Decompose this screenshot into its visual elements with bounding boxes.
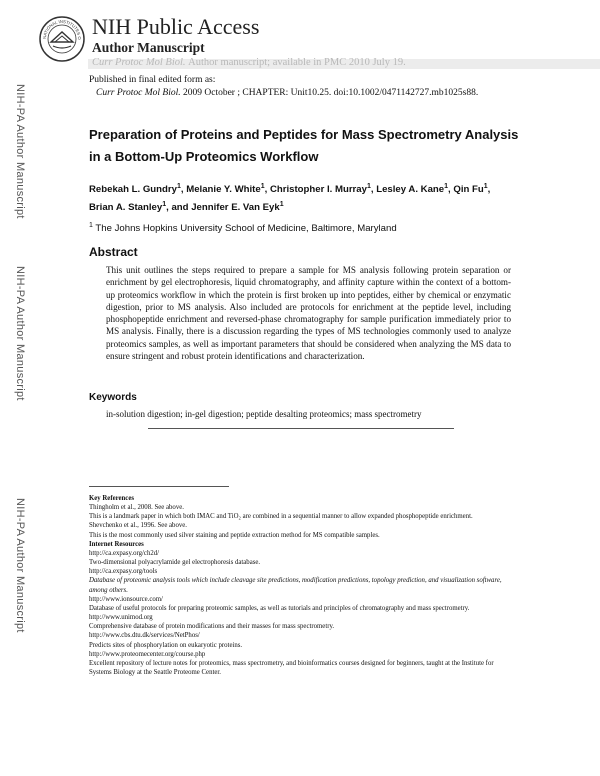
author-name: Jennifer E. Van Eyk (191, 202, 280, 214)
author-sup: 1 (279, 201, 284, 209)
author-sup: 1 (483, 183, 488, 190)
author-name: Christopher I. Murray (269, 184, 367, 196)
footnote-heading: Key References (89, 495, 134, 502)
author-sup: 1 (176, 183, 181, 190)
footnote-line: Shevchenko et al., 1996. See above. (89, 522, 187, 530)
footnote-line: This is the most commonly used silver staining and peptide extraction method for MS compatible samples. (89, 531, 380, 539)
published-in-label: Published in final edited form as: (89, 75, 216, 85)
author-name: Brian A. Stanley (89, 202, 163, 214)
citation-journal: Curr Protoc Mol Biol. (96, 88, 181, 98)
author-manuscript-subtitle: Author Manuscript (92, 40, 205, 55)
footnote-divider (89, 486, 229, 487)
and-word: and (171, 202, 189, 214)
affiliation-text: The Johns Hopkins University School of Medicine, Baltimore, Maryland (95, 223, 397, 235)
author-sup: 1 (260, 183, 265, 190)
footnote-line: Excellent repository of lecture notes for proteomics, mass spectrometry, and bioinformatics courses designed for beginners, taught at the Institute for Systems Biology at the Seattle Proteome Center. (89, 659, 494, 676)
author-sup: 1 (162, 201, 167, 209)
footnote-line: Two-dimensional polyacrylamide gel electrophoresis database. (89, 559, 261, 567)
availability-note: Author manuscript; available in PMC 2010 July 19. (188, 57, 406, 68)
citation-details: 2009 October ; CHAPTER: Unit10.25. doi:10.1002/0471142727.mb1025s88. (180, 88, 479, 98)
journal-availability (92, 57, 406, 68)
footnote-line: Comprehensive database of protein modifications and their masses for mass spectrometry. (89, 623, 335, 631)
footnote-line: Database of proteomic analysis tools which include cleavage site predictions, modification predictions, topology prediction, and visualization software, among others. (89, 577, 502, 594)
footnote-line: http://www.cbs.dtu.dk/services/NetPhos/ (89, 632, 200, 640)
author-name: Rebekah L. Gundry (89, 184, 177, 196)
side-label-top: NIH-PA Author Manuscript (14, 84, 26, 219)
keywords-divider (148, 428, 454, 429)
footnote-line: http://www.unimod.org (89, 614, 153, 622)
footnote-line: This is a landmark paper in which both IMAC and TiO₂ are combined in a sequential manner to allow expanded phosphopeptide enrichment. (89, 513, 473, 521)
footnote-line: Thingholm et al., 2008. See above. (89, 504, 184, 512)
author-name: Lesley A. Kane (376, 184, 445, 196)
footnote-line: Database of useful protocols for preparing proteomic samples, as well as tutorials and principles of chromatography and mass spectrometry. (89, 604, 470, 612)
author-name: Qin Fu (453, 184, 484, 196)
side-label-middle: NIH-PA Author Manuscript (14, 266, 26, 401)
keywords-list: in-solution digestion; in-gel digestion; peptide desalting proteomics; mass spectrometry (106, 409, 422, 419)
logo-text: NATIONAL INSTITUTES O (41, 18, 83, 40)
journal-name: Curr Protoc Mol Biol. (92, 57, 186, 68)
affiliation-sup: 1 (89, 222, 93, 229)
side-label-bottom: NIH-PA Author Manuscript (14, 498, 26, 633)
abstract-body: This unit outlines the steps required to prepare a sample for MS analysis following protein separation or enrichment by gel electrophoresis, liquid chromatography, and affinity capture within the context of a bottom-up proteomics workflow in which the protein is first broken up into peptides, either by chemical or enzymatic digestion, prior to MS analysis. Also included are protocols for enrichment at the peptide level, including phosphopeptide enrichment and reversed-phase chromatography for sample purification immediately prior to MS analysis. Finally, there is a discussion regarding the types of MS technologies commonly used to analyze proteomics samples, as well as important parameters that should be considered when analyzing the MS data to ensure stringent and robust protein identifications and characterization. (106, 265, 511, 361)
footnote-line: http://ca.expasy.org/tools (89, 568, 158, 576)
article-title: Preparation of Proteins and Peptides for Mass Spectrometry Analysis in a Bottom-Up Proteomics Workflow (89, 127, 519, 164)
nih-logo (38, 8, 86, 70)
abstract-heading: Abstract (89, 245, 138, 259)
footnote-line: http://www.proteomecenter.org/course.php (89, 650, 206, 658)
author-name: Melanie Y. White (186, 184, 261, 196)
author-sup: 1 (366, 183, 371, 190)
author-sup: 1 (444, 183, 449, 190)
footnote-line: Predicts sites of phosphorylation on eukaryotic proteins. (89, 641, 243, 649)
affiliation (89, 222, 397, 234)
footnote-heading: Internet Resources (89, 540, 144, 548)
footnotes (89, 494, 515, 677)
citation-line (96, 88, 478, 98)
author-list: Rebekah L. Gundry$^1$, Melanie Y. White$^1$, Christopher I. Murray$^1$, Lesley A. Kane$^1$, Qin Fu$^1$, Brian A. Stanley$^1$, and Jennifer E. Van Eyk$^1$ (89, 183, 491, 214)
keywords-heading: Keywords (89, 392, 137, 403)
footnote-line: http://www.ionsource.com/ (89, 595, 163, 603)
footnote-line: http://ca.expasy.org/ch2d/ (89, 549, 160, 557)
nih-public-access-title: NIH Public Access (92, 14, 260, 39)
